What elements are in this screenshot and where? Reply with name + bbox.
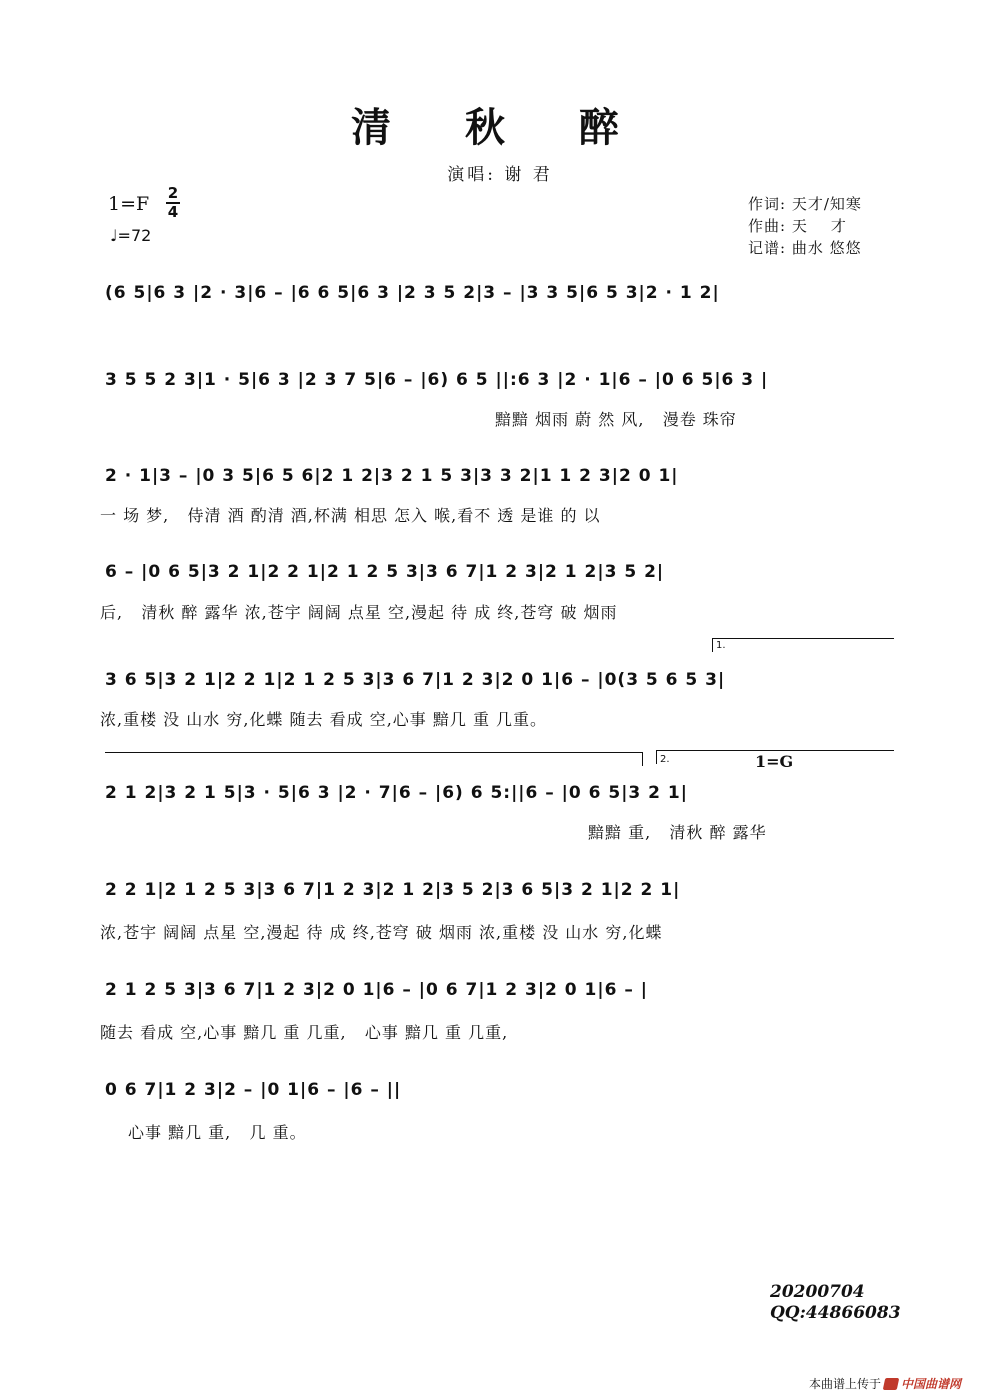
notation-line-7: 2 2 1|2 1 2 5 3|3 6 7|1 2 3|2 1 2|3 5 2|3 6 5|3 2 1|2 2 1| [105, 880, 681, 900]
notation-line-3: 2 · 1|3 – |0 3 5|6 5 6|2 1 2|3 2 1 5 3|3 3 2|1 1 2 3|2 0 1| [105, 466, 679, 486]
volta-2-label: 2. [660, 754, 670, 765]
notation-line-6: 2 1 2|3 2 1 5|3 · 5|6 3 |2 · 7|6 – |6) 6 5:||6 – |0 6 5|3 2 1| [105, 783, 688, 803]
volta-2-tick [656, 750, 657, 764]
volta-1-label: 1. [716, 640, 726, 651]
lyric-line-9: 心事 黯几 重, 几 重。 [128, 1123, 307, 1142]
lyricist-credit: 作词: 天才/知寒 [748, 195, 862, 213]
upload-credit [809, 1375, 961, 1392]
site-logo-icon [883, 1378, 900, 1390]
song-title: 清 秋 醉 [351, 105, 649, 151]
contact-qq: QQ:44866083 [770, 1303, 901, 1323]
notation-line-9: 0 6 7|1 2 3|2 – |0 1|6 – |6 – || [105, 1080, 402, 1100]
transcription-date: 20200704 [770, 1282, 865, 1302]
time-signature-numerator: 2 [167, 184, 179, 202]
lyric-line-6: 黯黯 重, 清秋 醉 露华 [588, 823, 767, 842]
key-signature: 1=F [108, 193, 150, 215]
notation-line-8: 2 1 2 5 3|3 6 7|1 2 3|2 0 1|6 – |0 6 7|1 2 3|2 0 1|6 – | [105, 980, 648, 1000]
lyric-line-7: 浓,苍宇 阔阔 点星 空,漫起 待 成 终,苍穹 破 烟雨 浓,重楼 没 山水 穷,化蝶 [100, 923, 663, 942]
volta-1-end-tick [642, 752, 643, 766]
singer-credit: 演唱: 谢 君 [447, 165, 553, 185]
lyric-line-4: 后, 清秋 醉 露华 浓,苍宇 阔阔 点星 空,漫起 待 成 终,苍穹 破 烟雨 [100, 603, 618, 622]
credits-block [748, 193, 862, 259]
lyric-line-3: 一 场 梦, 侍清 酒 酌清 酒,杯满 相思 怎入 喉,看不 透 是谁 的 以 [100, 506, 601, 525]
time-signature-denominator: 4 [167, 203, 179, 221]
notation-line-4: 6 – |0 6 5|3 2 1|2 2 1|2 1 2 5 3|3 6 7|1 2 3|2 1 2|3 5 2| [105, 562, 665, 582]
site-logo-text: 中国曲谱网 [901, 1377, 962, 1391]
upload-text: 本曲谱上传于 [809, 1377, 882, 1391]
notation-line-5: 3 6 5|3 2 1|2 2 1|2 1 2 5 3|3 6 7|1 2 3|2 0 1|6 – |0(3 5 6 5 3| [105, 670, 726, 690]
time-signature [166, 186, 180, 220]
tempo-marking: ♩=72 [110, 226, 152, 245]
transcriber-credit: 记谱: 曲水 悠悠 [748, 239, 862, 257]
volta-2-bracket [656, 750, 894, 751]
notation-line-2: 3 5 5 2 3|1 · 5|6 3 |2 3 7 5|6 – |6) 6 5 ||:6 3 |2 · 1|6 – |0 6 5|6 3 | [105, 370, 769, 390]
key-change: 1=G [755, 752, 794, 771]
lyric-line-8: 随去 看成 空,心事 黯几 重 几重, 心事 黯几 重 几重, [100, 1023, 509, 1042]
lyric-line-5: 浓,重楼 没 山水 穷,化蝶 随去 看成 空,心事 黯几 重 几重。 [100, 710, 548, 729]
composer-credit: 作曲: 天 才 [748, 217, 847, 235]
volta-1-continuation [105, 752, 642, 753]
lyric-line-2: 黯黯 烟雨 蔚 然 风, 漫卷 珠帘 [495, 410, 737, 429]
volta-1-tick [712, 638, 713, 652]
volta-1-bracket [712, 638, 894, 639]
notation-line-1: (6 5|6 3 |2 · 3|6 – |6 6 5|6 3 |2 3 5 2|3 – |3 3 5|6 5 3|2 · 1 2| [105, 283, 720, 303]
